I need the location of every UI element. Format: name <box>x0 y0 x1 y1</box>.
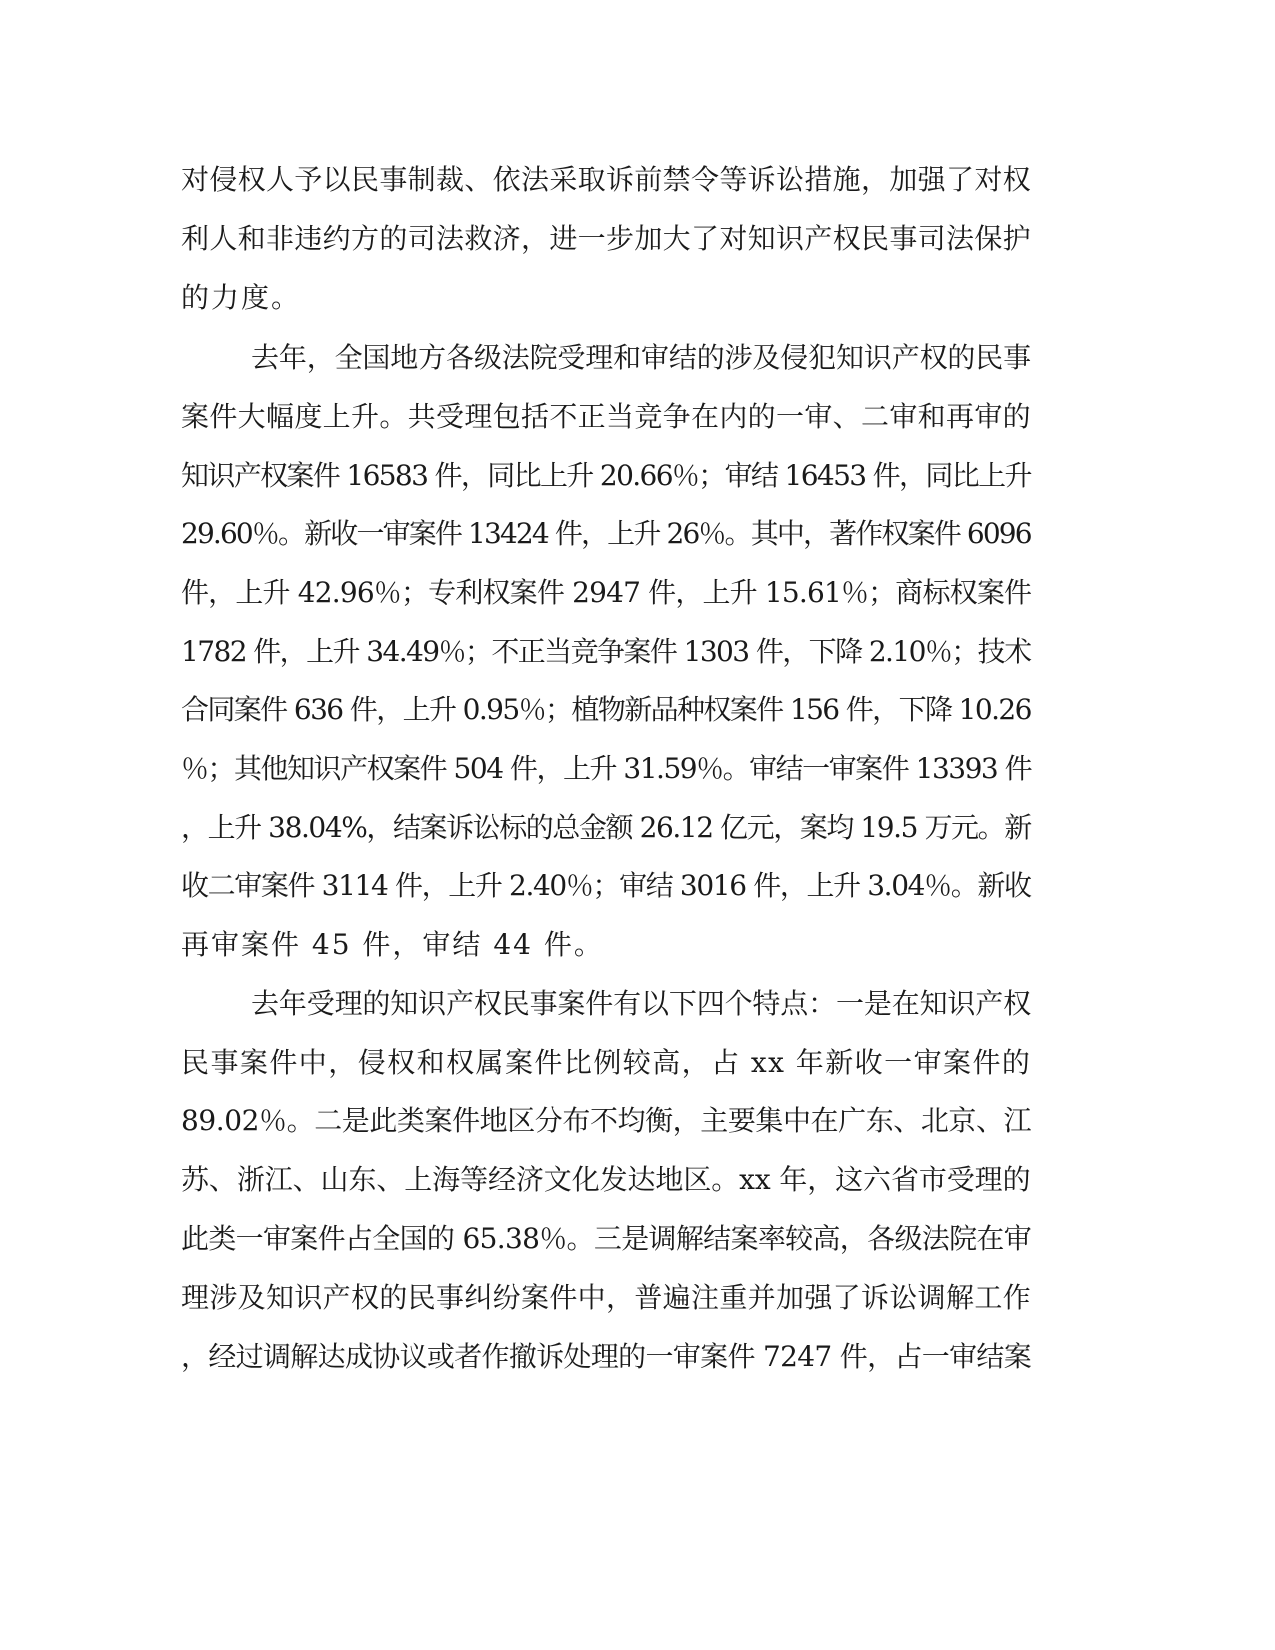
paragraph-2-line-9: ，上升 38.04%，结案诉讼标的总金额 26.12 亿元，案均 19.5 万元。新 <box>181 811 1031 844</box>
paragraph-2-line-2: 案件大幅度上升。共受理包括不正当竞争在内的一审、二审和再审的 <box>181 400 1032 433</box>
paragraph-3-line-1: 去年受理的知识产权民事案件有以下四个特点：一是在知识产权 <box>251 987 1032 1020</box>
paragraph-3-line-4: 苏、浙江、山东、上海等经济文化发达地区。xx 年，这六省市受理的 <box>181 1163 1031 1196</box>
paragraph-2-line-6: 1782 件，上升 34.49％；不正当竞争案件 1303 件，下降 2.10％；技术 <box>181 635 1031 668</box>
text-line-3: 的力度。 <box>181 281 302 314</box>
paragraph-3-line-3: 89.02％。二是此类案件地区分布不均衡，主要集中在广东、北京、江 <box>181 1104 1032 1137</box>
paragraph-2-line-8: ％；其他知识产权案件 504 件，上升 31.59％。审结一审案件 13393 件 <box>181 752 1032 785</box>
paragraph-2-line-1: 去年，全国地方各级法院受理和审结的涉及侵犯知识产权的民事 <box>251 341 1032 374</box>
paragraph-2-line-5: 件，上升 42.96％；专利权案件 2947 件，上升 15.61％；商标权案件 <box>181 576 1032 609</box>
paragraph-3-line-2: 民事案件中，侵权和权属案件比例较高，占 xx 年新收一审案件的 <box>181 1046 1032 1079</box>
text-line-2: 利人和非违约方的司法救济，进一步加大了对知识产权民事司法保护 <box>181 222 1032 255</box>
paragraph-3-line-7: ，经过调解达成协议或者作撤诉处理的一审案件 7247 件，占一审结案 <box>181 1340 1032 1373</box>
paragraph-2-line-11: 再审案件 45 件，审结 44 件。 <box>181 928 604 961</box>
paragraph-2-line-3: 知识产权案件 16583 件，同比上升 20.66％；审结 16453 件，同比上升 <box>181 459 1031 492</box>
paragraph-2-line-7: 合同案件 636 件，上升 0.95％；植物新品种权案件 156 件，下降 10.26 <box>181 693 1031 726</box>
text-line-1: 对侵权人予以民事制裁、依法采取诉前禁令等诉讼措施，加强了对权 <box>181 163 1032 196</box>
paragraph-3-line-6: 理涉及知识产权的民事纠纷案件中，普遍注重并加强了诉讼调解工作 <box>181 1281 1032 1314</box>
paragraph-2-line-4: 29.60％。新收一审案件 13424 件，上升 26％。其中，著作权案件 6096 <box>181 517 1031 550</box>
paragraph-3-line-5: 此类一审案件占全国的 65.38％。三是调解结案率较高，各级法院在审 <box>181 1222 1032 1255</box>
paragraph-2-line-10: 收二审案件 3114 件，上升 2.40％；审结 3016 件，上升 3.04％。新收 <box>181 869 1031 902</box>
